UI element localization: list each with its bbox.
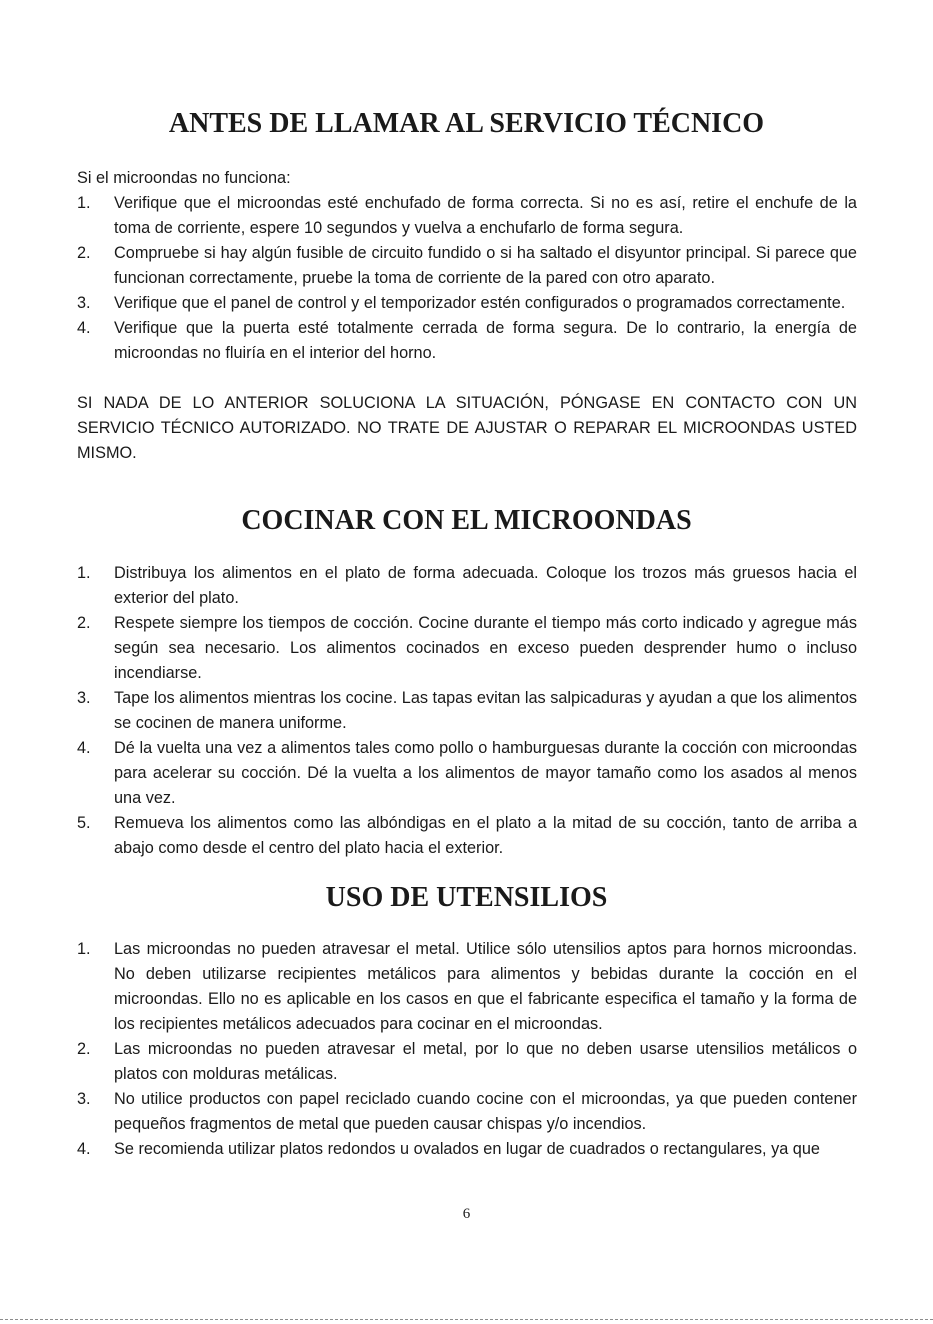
troubleshooting-list [77,191,857,366]
service-warning: SI NADA DE LO ANTERIOR SOLUCIONA LA SITUACIÓN, PÓNGASE EN CONTACTO CON UN SERVICIO TÉCNICO AUTORIZADO. NO TRATE DE AJUSTAR O REPARAR EL MICROONDAS USTED MISMO. [77,394,857,462]
list-item-number: 1. [77,194,91,212]
list-item [77,686,857,736]
list-item-text: Las microondas no pueden atravesar el metal. Utilice sólo utensilios aptos para hornos microondas. No deben utilizarse recipientes metálicos para alimentos y bebidas durante la cocción en el microondas. Ello no es aplicable en los casos en que el fabricante especifica el tamaño y la forma de los recipientes metálicos adecuados para cocinar en el microondas. [114,940,857,1033]
list-item [77,811,857,861]
list-item [77,1037,857,1087]
list-item-number: 2. [77,1040,91,1058]
section-title-troubleshooting: ANTES DE LLAMAR AL SERVICIO TÉCNICO [168,108,765,139]
list-item-number: 5. [77,814,91,832]
list-item-text: Se recomienda utilizar platos redondos u ovalados en lugar de cuadrados o rectangulares, ya que [114,1140,820,1158]
list-item [77,316,857,366]
list-item-number: 1. [77,940,91,958]
list-item [77,1137,857,1162]
list-item [77,241,857,291]
page-bottom-divider [0,1319,933,1320]
list-item-text: Dé la vuelta una vez a alimentos tales como pollo o hamburguesas durante la cocción con microondas para acelerar su cocción. Dé la vuelta a los alimentos de mayor tamaño como los asados al menos una vez. [114,739,857,807]
list-item-number: 3. [77,294,91,312]
list-item-text: Compruebe si hay algún fusible de circuito fundido o si ha saltado el disyuntor principal. Si parece que funcionan correctamente, pruebe la toma de corriente de la pared con otro aparato. [114,244,857,287]
list-item-number: 4. [77,319,91,337]
list-item-text: Verifique que el microondas esté enchufado de forma correcta. Si no es así, retire el enchufe de la toma de corriente, espere 10 segundos y vuelva a enchufarlo de forma segura. [114,194,857,237]
utensils-list [77,937,857,1162]
list-item [77,736,857,811]
list-item-text: Respete siempre los tiempos de cocción. Cocine durante el tiempo más corto indicado y agregue más según sea necesario. Los alimentos cocinados en exceso pueden desprender humo o incluso incendiarse. [114,614,857,682]
list-item [77,1087,857,1137]
cooking-list [77,561,857,861]
list-item-number: 4. [77,1140,91,1158]
list-item [77,611,857,686]
list-item-number: 1. [77,564,91,582]
list-item-text: Tape los alimentos mientras los cocine. Las tapas evitan las salpicaduras y ayudan a que los alimentos se cocinen de manera uniforme. [114,689,858,732]
list-item-text: Distribuya los alimentos en el plato de forma adecuada. Coloque los trozos más gruesos hacia el exterior del plato. [114,564,857,607]
list-item-number: 3. [77,1090,91,1108]
section-title-utensils: USO DE UTENSILIOS [325,882,608,913]
troubleshooting-intro: Si el microondas no funciona: [77,169,291,187]
list-item-number: 3. [77,689,91,707]
page-number: 6 [462,1206,471,1222]
list-item-number: 2. [77,244,91,262]
list-item [77,561,857,611]
list-item-text: Verifique que la puerta esté totalmente cerrada de forma segura. De lo contrario, la energía de microondas no fluiría en el interior del horno. [114,319,857,362]
list-item-text: Las microondas no pueden atravesar el metal, por lo que no deben usarse utensilios metálicos o platos con molduras metálicas. [114,1040,857,1083]
list-item-number: 4. [77,739,91,757]
section-title-cooking: COCINAR CON EL MICROONDAS [241,505,692,536]
list-item [77,191,857,241]
list-item-text: Verifique que el panel de control y el temporizador estén configurados o programados correctamente. [114,294,846,312]
list-item-number: 2. [77,614,91,632]
list-item [77,937,857,1037]
list-item-text: No utilice productos con papel reciclado cuando cocine con el microondas, ya que pueden contener pequeños fragmentos de metal que pueden causar chispas y/o incendios. [114,1090,857,1133]
list-item-text: Remueva los alimentos como las albóndigas en el plato a la mitad de su cocción, tanto de arriba a abajo como desde el centro del plato hacia el exterior. [114,814,857,857]
list-item [77,291,857,316]
